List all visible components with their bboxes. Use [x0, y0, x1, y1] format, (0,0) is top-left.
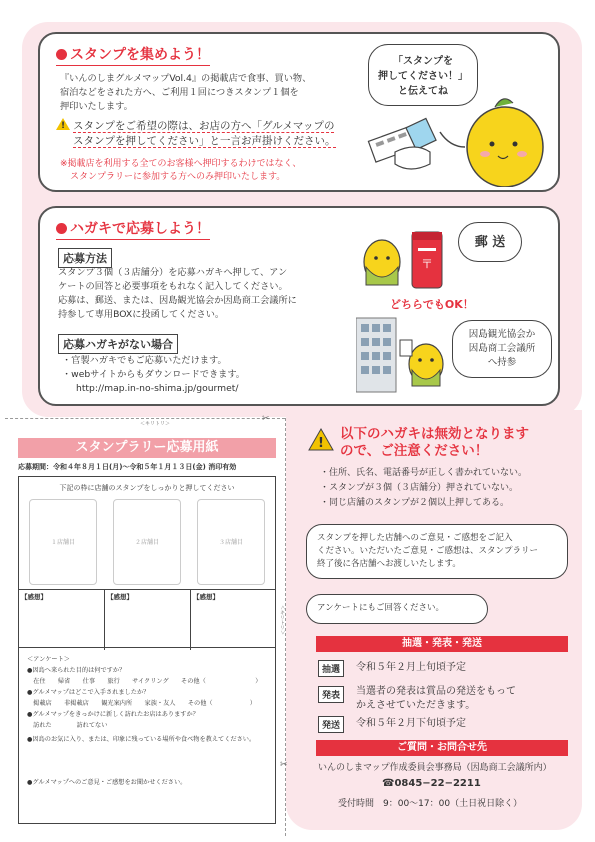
- form-title: スタンプラリー応募用紙: [18, 438, 276, 458]
- survey-speech: アンケートにもご回答ください。: [306, 594, 488, 624]
- lottery-label: 抽選: [318, 660, 344, 677]
- postcard-section-title: ハガキで応募しよう！: [56, 218, 210, 240]
- impression-field-3[interactable]: 【感想】: [193, 593, 219, 601]
- mail-bubble: 郵 送: [458, 222, 522, 262]
- survey-q1: ●因島へ来られた目的は何ですか？: [27, 667, 126, 674]
- bullet-dot-icon: [56, 223, 67, 234]
- warning-icon-large: [308, 428, 334, 451]
- impression-speech: スタンプを押した店舗へのご意見・ご感想をご記入 ください。いただいたご意見・ご感想は、スタンプラリー 終了後に各店舗へお渡しいたします。: [306, 524, 568, 579]
- svg-text:〒: 〒: [420, 257, 434, 271]
- stamp-body: 『いんのしまグルメマップVol.4』の掲載店で食事、買い物、 宿泊などをされた方へ、ご利用１回につきスタンプ１個を 押印いたします。: [60, 73, 312, 112]
- invalid-list: ・住所、氏名、電話番号が正しく書かれていない。 ・スタンプが３個（３店舗分）押されていない。 ・同じ店舗のスタンプが２個以上押してある。: [320, 468, 528, 508]
- invalid-title: 以下のハガキは無効となります ので、ご注意ください！: [340, 426, 529, 459]
- stamp-section-title: スタンプを集めよう！: [56, 44, 210, 66]
- cut-tag-top: ＜キリトリ＞: [140, 421, 171, 427]
- contact-hours: 受付時間 9：00～17：00（土日祝日除く）: [338, 799, 523, 809]
- svg-text:!: !: [318, 436, 324, 451]
- announce-label: 発表: [318, 686, 344, 703]
- no-card-list: ・官製ハガキでもご応募いただけます。 ・webサイトからもダウンロードできます。 http://map.in-no-shima.jp/gourmet/: [62, 355, 245, 394]
- stamp-note: ※掲載店を利用する全てのお客様へ押印するわけではなく、 スタンプラリーに参加する方へのみ押印いたします。: [60, 159, 302, 182]
- warning-icon: [56, 118, 70, 130]
- cut-tag-side: ＜キリトリ＞: [279, 605, 285, 636]
- mascot-postbox-icon: [360, 222, 450, 290]
- scissors-icon-bottom: ✂: [280, 760, 288, 770]
- stamp-slot-1[interactable]: １店舗目: [29, 499, 97, 585]
- scissors-icon: ✂: [262, 414, 270, 424]
- building-mascot-icon: [356, 312, 450, 394]
- shipping-label: 発送: [318, 716, 344, 733]
- bullet-dot-icon: [56, 49, 67, 60]
- stamp-warning: !スタンプをご希望の際は、お店の方へ「グルメマップの スタンプを押してください」と一言お声掛けください。: [56, 118, 336, 149]
- no-card-label: 応募ハガキがない場合: [58, 334, 178, 354]
- survey-q4: ●因島のお気に入り、または、印象に残っている場所や食べ物を教えてください。: [27, 736, 256, 743]
- method-label: 応募方法: [58, 248, 112, 268]
- survey-q3: ●グルメマップをきっかけに新しく訪れたお店はありますか？: [27, 711, 199, 718]
- survey-q5: ●グルメマップへのご意見・ご感想をお聞かせください。: [27, 779, 187, 786]
- survey-q1-options[interactable]: 在住 帰省 仕事 旅行 サイクリング その他（ ）: [27, 678, 262, 685]
- impression-field-1[interactable]: 【感想】: [19, 590, 105, 650]
- contact-header: ご質問・お問合せ先: [316, 740, 568, 756]
- shipping-text: 令和５年２月下旬頃予定: [356, 718, 466, 729]
- ok-text: どちらでもOK！: [390, 298, 474, 311]
- announce-text: 当選者の発表は賞品の発送をもって かえさせていただきます。: [356, 686, 516, 711]
- survey-q2: ●グルメマップはどこで入手されましたか？: [27, 689, 150, 696]
- survey-heading: ＜アンケート＞: [27, 656, 70, 663]
- stamp-slot-3[interactable]: ３店舗目: [197, 499, 265, 585]
- contact-org: いんのしまマップ作成委員会事務局（因島商工会議所内）: [318, 763, 552, 773]
- method-body: スタンプ３個（３店舗分）を応募ハガキへ押して、アン ケートの回答と必要事項をもれなく記入してください。 応募は、郵送、または、因島観光協会か因島商工会議所に 持参して専用BOXに投函してください。: [58, 267, 297, 320]
- survey-q2-options[interactable]: 掲載店 非掲載店 観光案内所 家族・友人 その他（ ）: [27, 700, 256, 707]
- survey-q3-options[interactable]: 訪れた 訪れてない: [27, 722, 108, 729]
- cut-line-horizontal: [5, 418, 285, 419]
- form-period: 応募期間：令和４年８月１日(月)～令和５年１月１３日(金) 消印有効: [18, 463, 237, 471]
- contact-tel[interactable]: ☎0845−22−2211: [382, 778, 481, 789]
- impression-field-2[interactable]: 【感想】: [105, 590, 191, 650]
- lottery-header: 抽選・発表・発送: [316, 636, 568, 652]
- form-instruction: 下記の枠に店舗のスタンプをしっかりと押してください: [59, 484, 235, 492]
- impressions-row: [19, 589, 275, 649]
- bring-bubble: 因島観光協会か 因島商工会議所 へ持参: [452, 320, 552, 378]
- lemon-mascot-hand-stamp-icon: [355, 92, 555, 187]
- survey-box: [18, 648, 276, 824]
- stamp-slot-2[interactable]: ２店舗目: [113, 499, 181, 585]
- stamp-form-box: [18, 476, 276, 648]
- say-stamp-bubble: 「スタンプを 押してください！」 と伝えてね: [368, 44, 478, 106]
- download-url[interactable]: http://map.in-no-shima.jp/gourmet/: [76, 383, 239, 394]
- lottery-text: 令和５年２月上旬頃予定: [356, 662, 466, 673]
